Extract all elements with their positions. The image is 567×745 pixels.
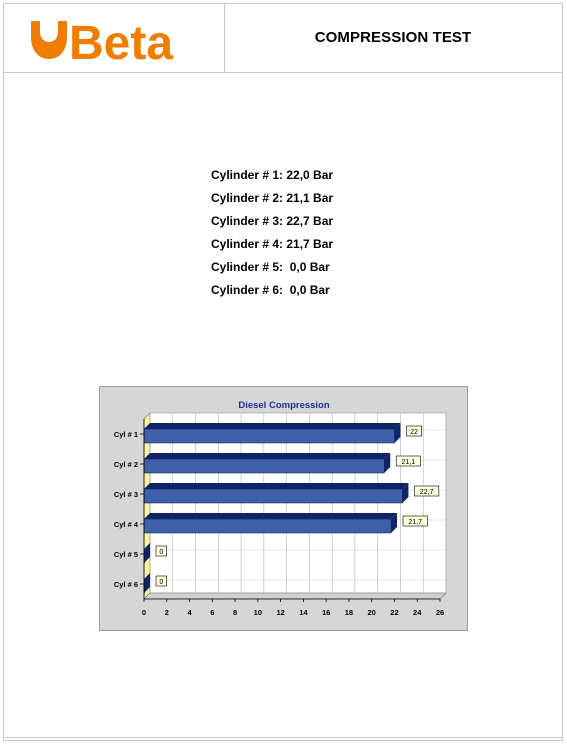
x-tick-label: 4 [187, 608, 192, 617]
chart-panel [99, 386, 468, 631]
data-label: 0 [159, 549, 164, 556]
category-label: Cyl # 3 [113, 490, 138, 499]
x-tick-label: 6 [210, 608, 215, 617]
bar [144, 429, 394, 443]
compression-chart [100, 387, 467, 630]
footer-divider [3, 737, 563, 738]
data-label: 22,7 [419, 489, 434, 496]
data-label: 21,7 [408, 519, 423, 526]
category-label: Cyl # 2 [113, 460, 138, 469]
x-tick-label: 24 [413, 608, 422, 617]
data-label: 0 [159, 579, 164, 586]
cylinder-reading: Cylinder # 4: 21,7 Bar [211, 237, 334, 251]
bar-top [144, 423, 400, 429]
brand-name: Beta [69, 17, 174, 63]
bar [144, 489, 402, 503]
logo-cell [3, 3, 225, 72]
category-label: Cyl # 6 [113, 580, 138, 589]
x-tick-label: 8 [232, 608, 238, 617]
report-title: COMPRESSION TEST [314, 29, 472, 46]
x-tick-label: 2 [164, 608, 169, 617]
x-tick-label: 18 [344, 608, 354, 617]
report-header [3, 3, 563, 73]
floor [144, 593, 446, 599]
cylinder-readings [211, 164, 333, 302]
bar [144, 459, 384, 473]
bar-top [144, 513, 397, 519]
chart-title: Diesel Compression [238, 400, 330, 411]
cylinder-reading: Cylinder # 3: 22,7 Bar [211, 214, 334, 228]
category-label: Cyl # 4 [113, 520, 138, 529]
x-tick-label: 14 [299, 608, 308, 617]
bar-top [144, 483, 408, 489]
x-tick-label: 10 [253, 608, 263, 617]
category-label: Cyl # 1 [113, 430, 138, 439]
bar [144, 519, 391, 533]
category-label: Cyl # 5 [113, 550, 138, 559]
cylinder-reading: Cylinder # 5: 0,0 Bar [211, 260, 330, 274]
cylinder-reading: Cylinder # 1: 22,0 Bar [211, 168, 334, 182]
x-tick-label: 26 [435, 608, 445, 617]
x-tick-label: 22 [390, 608, 399, 617]
cylinder-reading: Cylinder # 2: 21,1 Bar [211, 191, 334, 205]
x-tick-label: 20 [367, 608, 376, 617]
cylinder-reading: Cylinder # 6: 0,0 Bar [211, 283, 330, 297]
bar-top [144, 453, 390, 459]
title-cell [225, 3, 561, 72]
x-tick-label: 0 [141, 608, 147, 617]
data-label: 22 [410, 429, 418, 436]
beta-logo [29, 17, 207, 63]
data-label: 21,1 [401, 459, 416, 466]
x-tick-label: 12 [276, 608, 285, 617]
wrench-icon [31, 21, 67, 59]
x-tick-label: 16 [321, 608, 331, 617]
